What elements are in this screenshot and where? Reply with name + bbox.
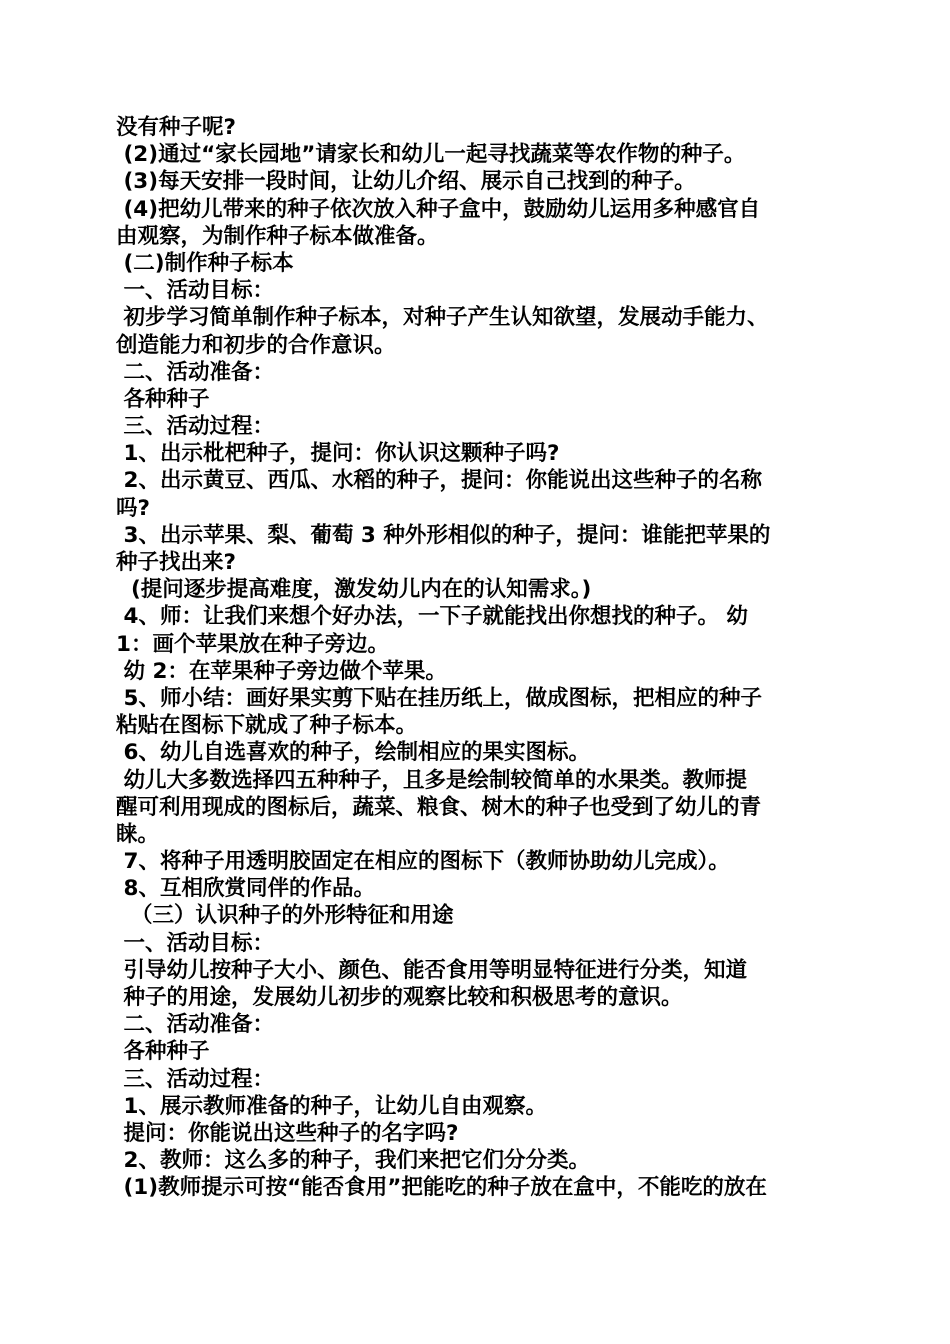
text-line: 7、将种子用透明胶固定在相应的图标下（教师协助幼儿完成）。 bbox=[116, 849, 730, 875]
text-line: 1、出示枇杷种子，提问：你认识这颗种子吗? bbox=[116, 441, 560, 467]
text-line: 醒可利用现成的图标后，蔬菜、粮食、树木的种子也受到了幼儿的青 bbox=[116, 794, 762, 820]
text-line: 6、幼儿自选喜欢的种子，绘制相应的果实图标。 bbox=[116, 740, 590, 766]
text-line: (4)把幼儿带来的种子依次放入种子盒中，鼓励幼儿运用多种感官自 bbox=[116, 196, 761, 222]
subsection-heading: 一、活动目标： bbox=[116, 930, 274, 956]
text-line: 1、展示教师准备的种子，让幼儿自由观察。 bbox=[116, 1093, 547, 1119]
text-line: (1)教师提示可按“能否食用”把能吃的种子放在盒中，不能吃的放在 bbox=[116, 1175, 767, 1201]
section-heading: （三）认识种子的外形特征和用途 bbox=[116, 903, 454, 929]
text-line: 由观察，为制作种子标本做准备。 bbox=[116, 223, 439, 249]
text-line: 睐。 bbox=[116, 821, 160, 847]
text-line: 1：画个苹果放在种子旁边。 bbox=[116, 631, 389, 657]
text-line: 初步学习简单制作种子标本，对种子产生认知欲望，发展动手能力、 bbox=[116, 305, 769, 331]
text-line: (3)每天安排一段时间，让幼儿介绍、展示自己找到的种子。 bbox=[116, 169, 696, 195]
text-line: 种子的用途，发展幼儿初步的观察比较和积极思考的意识。 bbox=[116, 985, 683, 1010]
subsection-heading: 二、活动准备： bbox=[116, 1012, 274, 1038]
text-line: 没有种子呢? bbox=[116, 115, 236, 140]
text-line: 种子找出来? bbox=[116, 550, 236, 575]
text-line: 4、师：让我们来想个好办法，一下子就能找出你想找的种子。 幼 bbox=[116, 604, 748, 630]
subsection-heading: 三、活动过程： bbox=[116, 414, 274, 440]
text-line: (提问逐步提高难度，激发幼儿内在的认知需求。) bbox=[116, 577, 592, 603]
text-line: 2、教师：这么多的种子，我们来把它们分分类。 bbox=[116, 1148, 590, 1174]
text-line: 粘贴在图标下就成了种子标本。 bbox=[116, 713, 418, 739]
text-line: 各种种子 bbox=[116, 386, 210, 412]
text-line: 2、出示黄豆、西瓜、水稻的种子，提问：你能说出这些种子的名称 bbox=[116, 468, 762, 494]
document-body bbox=[116, 114, 836, 1202]
section-heading: (二)制作种子标本 bbox=[116, 250, 294, 276]
text-line: 提问：你能说出这些种子的名字吗? bbox=[116, 1120, 459, 1146]
text-line: 引导幼儿按种子大小、颜色、能否食用等明显特征进行分类，知道 bbox=[116, 957, 747, 983]
text-line: 8、互相欣赏同伴的作品。 bbox=[116, 876, 375, 902]
text-line: 3、出示苹果、梨、葡萄 3 种外形相似的种子，提问：谁能把苹果的 bbox=[116, 522, 771, 548]
text-line: (2)通过“家长园地”请家长和幼儿一起寻找蔬菜等农作物的种子。 bbox=[116, 142, 746, 168]
subsection-heading: 三、活动过程： bbox=[116, 1066, 274, 1092]
text-line: 幼 2：在苹果种子旁边做个苹果。 bbox=[116, 658, 447, 684]
text-line: 5、师小结：画好果实剪下贴在挂历纸上，做成图标，把相应的种子 bbox=[116, 685, 762, 711]
text-line: 幼儿大多数选择四五种种子，且多是绘制较简单的水果类。教师提 bbox=[116, 767, 747, 793]
text-line: 吗? bbox=[116, 495, 150, 521]
text-line: 各种种子 bbox=[116, 1039, 210, 1065]
subsection-heading: 一、活动目标： bbox=[116, 278, 274, 304]
text-line: 创造能力和初步的合作意识。 bbox=[116, 332, 396, 358]
subsection-heading: 二、活动准备： bbox=[116, 359, 274, 385]
